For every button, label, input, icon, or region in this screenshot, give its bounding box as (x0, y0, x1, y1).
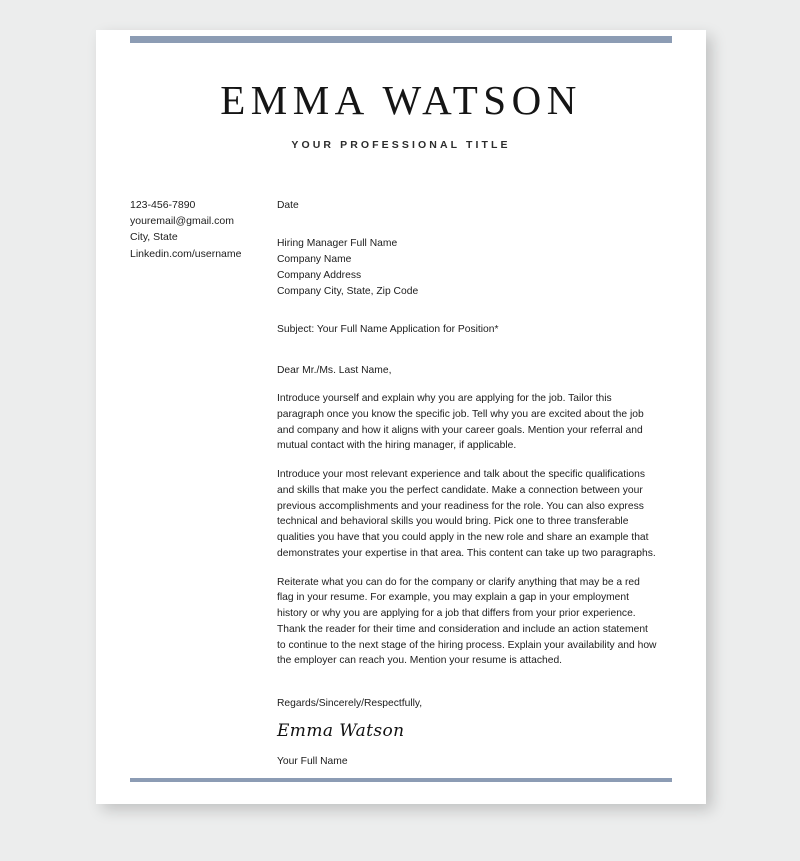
letterhead (96, 78, 706, 151)
recipient-name: Hiring Manager Full Name (277, 238, 398, 250)
subject-line: Subject: Your Full Name Application for Position* (277, 324, 499, 336)
contact-location: City, State (130, 231, 178, 244)
letter-body (96, 198, 706, 768)
bottom-accent-rule (130, 778, 672, 782)
recipient-company: Company Name (277, 254, 352, 266)
body-paragraph-2: Introduce your most relevant experience and talk about the specific qualifications and skills that make you the perfect candidate. Make a connection between your previous accomplishments and your readiness for the role. You can also express technical and behavioral skills you would bring. Pick one to three transferable qualities you have that you could apply in the new role and share an example that demonstrates your expertise in that area. This content can take up two paragraphs. (277, 469, 656, 559)
contact-email: youremail@gmail.com (130, 215, 235, 228)
signer-name: Your Full Name (277, 756, 348, 768)
date-line: Date (277, 200, 299, 211)
cover-letter-page (96, 30, 706, 804)
recipient-block (277, 236, 657, 300)
contact-phone: 123-456-7890 (130, 199, 196, 211)
letter-content (277, 198, 657, 770)
recipient-city-state-zip: Company City, State, Zip Code (277, 286, 419, 298)
body-paragraph-3: Reiterate what you can do for the company or clarify anything that may be a red flag in your resume. For example, you may explain a gap in your employment history or why you are applying for a job that differs from your prior experience. Thank the reader for their time and consideration and include an action statement to continue to the next stage of the hiring process. Explain your availability and how the employer can reach you. Mention your resume is attached. (277, 576, 657, 667)
document-page-wrapper (96, 30, 706, 804)
closing-line: Regards/Sincerely/Respectfully, (277, 698, 423, 710)
contact-block (130, 198, 280, 263)
contact-linkedin: Linkedin.com/username (130, 247, 242, 260)
top-accent-rule (130, 36, 672, 43)
salutation: Dear Mr./Ms. Last Name, (277, 364, 392, 376)
professional-title: YOUR PROFESSIONAL TITLE (291, 139, 511, 152)
signature-script: Emma Watson (277, 720, 405, 741)
applicant-name: EMMA WATSON (220, 77, 582, 123)
recipient-address: Company Address (277, 270, 362, 282)
body-paragraph-1: Introduce yourself and explain why you are applying for the job. Tailor this paragraph once you know the specific job. Tell why you are excited about the job and company and how it aligns with your career goals. Mention your referral and mutual contact with the hiring manager, if applicable. (277, 393, 644, 452)
